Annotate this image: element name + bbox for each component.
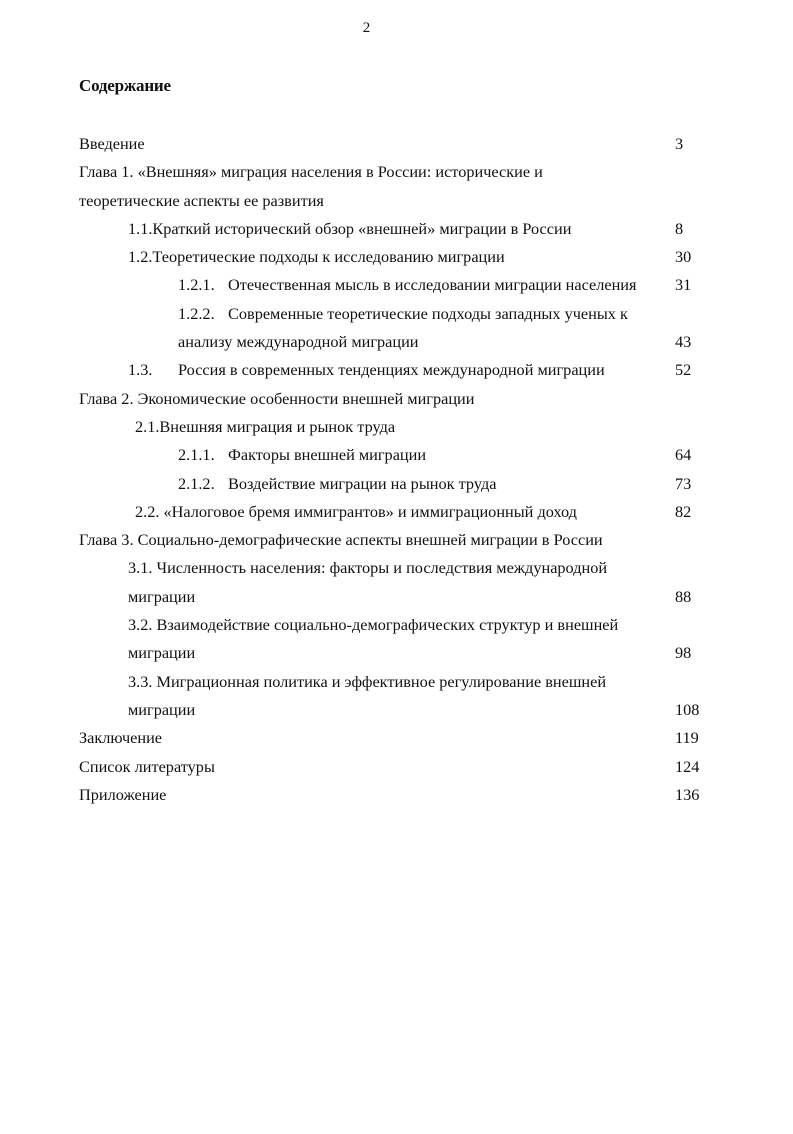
toc-entry-chapter-2[interactable] [0, 385, 793, 413]
toc-page-number: 82 [675, 501, 692, 521]
table-of-contents [0, 130, 793, 809]
toc-entry-title: Список литературы [79, 756, 215, 776]
toc-entry-chapter-1[interactable] [0, 158, 793, 186]
toc-entry-2-1-1[interactable] [0, 441, 793, 469]
toc-page-number: 8 [675, 218, 684, 238]
toc-entry-conclusion[interactable] [0, 724, 793, 752]
toc-entry-title: теоретические аспекты ее развития [79, 190, 324, 210]
toc-page-number: 108 [675, 699, 700, 719]
toc-entry-chapter-3[interactable] [0, 526, 793, 554]
toc-entry-title: миграции [128, 643, 196, 663]
toc-page-number: 73 [675, 473, 692, 493]
toc-entry-3-3[interactable] [0, 668, 793, 696]
toc-entry-title: Отечественная мысль в исследовании миграции населения [228, 275, 637, 295]
toc-entry-title: миграции [128, 699, 196, 719]
toc-entry-number: 1.2.1. [178, 275, 215, 295]
toc-entry-3-1-cont [0, 583, 793, 611]
page-number: 2 [362, 20, 371, 36]
toc-entry-2-1-2[interactable] [0, 470, 793, 498]
toc-page-number: 119 [675, 728, 699, 748]
toc-page-number: 88 [675, 586, 692, 606]
toc-entry-title: 2.1.Внешняя миграция и рынок труда [135, 416, 396, 436]
toc-entry-3-1[interactable] [0, 554, 793, 582]
toc-entry-3-2-cont [0, 639, 793, 667]
toc-entry-3-3-cont [0, 696, 793, 724]
toc-entry-title: Россия в современных тенденциях международной миграции [178, 360, 605, 380]
toc-page-number: 52 [675, 360, 692, 380]
toc-entry-2-2[interactable] [0, 498, 793, 526]
page-title: Содержание [79, 76, 171, 95]
toc-entry-introduction[interactable] [0, 130, 793, 158]
toc-entry-1-2[interactable] [0, 243, 793, 271]
toc-entry-1-2-2-cont [0, 328, 793, 356]
toc-entry-1-2-1[interactable] [0, 271, 793, 299]
toc-entry-title: 1.2.Теоретические подходы к исследованию миграции [128, 247, 505, 267]
toc-entry-number: 1.3. [128, 360, 153, 380]
toc-entry-title: Заключение [79, 728, 163, 748]
toc-entry-chapter-1-cont [0, 187, 793, 215]
toc-page-number: 31 [675, 275, 692, 295]
toc-entry-title: Глава 1. «Внешняя» миграция населения в России: исторические и [79, 162, 543, 182]
toc-entry-title: Воздействие миграции на рынок труда [228, 473, 497, 493]
toc-entry-title: Факторы внешней миграции [228, 445, 427, 465]
toc-entry-number: 2.1.1. [178, 445, 215, 465]
toc-entry-1-1[interactable] [0, 215, 793, 243]
toc-entry-title: Глава 2. Экономические особенности внешней миграции [79, 388, 475, 408]
toc-entry-title: 3.2. Взаимодействие социально-демографических структур и внешней [128, 615, 619, 635]
toc-page-number: 64 [675, 445, 692, 465]
toc-entry-1-3[interactable] [0, 356, 793, 384]
toc-entry-title: 1.1.Краткий исторический обзор «внешней» миграции в России [128, 218, 572, 238]
toc-entry-title: Введение [79, 134, 145, 153]
toc-entry-title: миграции [128, 586, 196, 606]
toc-page-number: 124 [675, 756, 700, 776]
toc-page-number: 98 [675, 643, 692, 663]
toc-page-number: 136 [675, 784, 700, 804]
toc-entry-title: 3.3. Миграционная политика и эффективное регулирование внешней [128, 671, 607, 691]
toc-entry-number: 1.2.2. [178, 303, 215, 323]
toc-page-number: 30 [675, 247, 692, 267]
toc-entry-1-2-2[interactable] [0, 300, 793, 328]
toc-entry-appendix[interactable] [0, 781, 793, 809]
toc-entry-2-1[interactable] [0, 413, 793, 441]
toc-page-number: 3 [675, 134, 684, 153]
toc-entry-number: 2.1.2. [178, 473, 215, 493]
toc-entry-title: Современные теоретические подходы западных ученых к [228, 303, 628, 323]
toc-entry-title: Глава 3. Социально-демографические аспекты внешней миграции в России [79, 530, 603, 550]
toc-entry-title: Приложение [79, 784, 167, 804]
toc-entry-bibliography[interactable] [0, 753, 793, 781]
toc-entry-title: 2.2. «Налоговое бремя иммигрантов» и иммиграционный доход [135, 501, 577, 521]
toc-page-number: 43 [675, 332, 692, 352]
toc-entry-title: анализу международной миграции [178, 332, 419, 352]
toc-entry-3-2[interactable] [0, 611, 793, 639]
toc-entry-title: 3.1. Численность населения: факторы и последствия международной [128, 558, 608, 578]
